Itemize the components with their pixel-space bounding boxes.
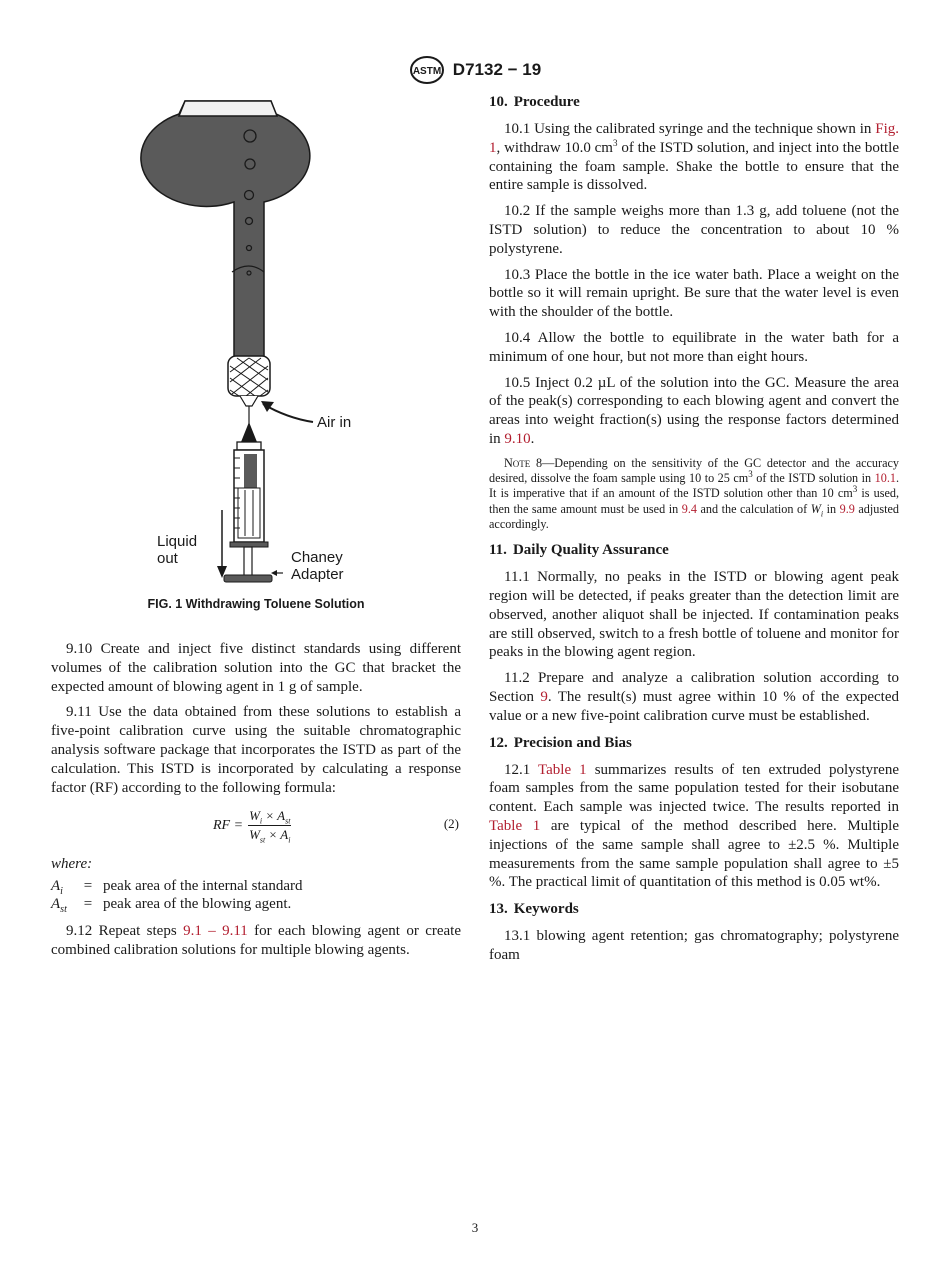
- right-column: [489, 92, 899, 972]
- paragraph-10-2: 10.2 If the sample weighs more than 1.3 g, add toluene (not the ISTD solution) to reduce the concentration to about 10 % polystyrene.: [489, 203, 899, 257]
- section-10-heading: 10. Procedure: [489, 94, 580, 110]
- left-column: [51, 92, 461, 967]
- figure-1: [51, 92, 461, 610]
- label-liquid-out-1: Liquid: [157, 533, 198, 550]
- definition-row: $A_{st}$ = peak area of the blowing agent.: [51, 896, 292, 916]
- definition-row: $A_i$ = peak area of the internal standard: [51, 878, 303, 898]
- paragraph-10-4: 10.4 Allow the bottle to equilibrate in the water bath for a minimum of one hour, but not more than eight hours.: [489, 329, 899, 365]
- paragraph-10-3: 10.3 Place the bottle in the ice water bath. Place a weight on the bottle so it will remain upright. Be sure that the water level is even with the shoulder of the bottle.: [489, 266, 899, 321]
- where-label: where:: [51, 856, 93, 873]
- equation-number: (2): [443, 816, 459, 832]
- paragraph-13-1: 13.1 blowing agent retention; gas chromatography; polystyrene foam: [489, 928, 899, 963]
- label-chaney-1: Chaney: [291, 549, 343, 566]
- link-9-4[interactable]: 9.4: [681, 501, 697, 516]
- paragraph-11-1: 11.1 Normally, no peaks in the ISTD or blowing agent peak region will be detected, if peaks greater than the detection limit are observed, another aliquot shall be injected. If contamination peaks are still observed, switch to a fresh bottle of toluene and monitor for peaks in the blowing agent region.: [489, 569, 899, 661]
- label-chaney-2: Adapter: [291, 566, 344, 583]
- label-liquid-out-2: out: [157, 550, 178, 567]
- document-id: D7132 − 19: [452, 60, 542, 79]
- section-12-heading: 12. Precision and Bias: [489, 734, 632, 751]
- paragraph-9-12: 9.12 Repeat steps 9.1 – 9.11 for each blowing agent or create combined calibration solutions for multiple blowing agents.: [51, 923, 461, 959]
- link-9-10[interactable]: 9.10: [504, 430, 531, 447]
- link-table-1[interactable]: Table 1: [489, 818, 541, 834]
- definition-symbol: $A_i$: [51, 878, 63, 898]
- equation-2: [51, 804, 461, 848]
- equation-numerator: $W_i \times A_{st}$: [249, 808, 291, 826]
- link-9-1-9-11[interactable]: 9.1 – 9.11: [183, 923, 248, 940]
- paragraph-9-10: 9.10 Create and inject five distinct standards using different volumes of the calibration solution into the GC that bracket the expected amount of blowing agent in 1 g of sample.: [51, 641, 461, 695]
- page-number: 3: [471, 1220, 479, 1235]
- note-8: Note 8—Depending on the sensitivity of the GC detector and the accuracy desired, dissolve the foam sample using 10 to 25 $cm^3$ of the ISTD solution in 10.1. It is imperative that if an amount of the ISTD solution other than 10 $cm^3$ is used, then the same amount must be used in 9.4 and the calculation of $W_i$ in 9.9 adjusted accordingly.: [489, 455, 900, 531]
- paragraph-11-2: 11.2 Prepare and analyze a calibration solution according to Section 9. The result(s) must agree within 10 % of the expected value or a new five-point calibration curve must be established.: [489, 670, 899, 724]
- link-table-1[interactable]: Table 1: [538, 761, 587, 778]
- definition-text: peak area of the internal standard: [103, 878, 303, 895]
- equation-denominator: $W_{st} \times A_i$: [249, 827, 291, 845]
- paragraph-12-1: 12.1 Table 1 summarizes results of ten extruded polystyrene foam samples from the same population tested for their isobutane content. Each sample was injected twice. The results reported in Table 1 are typical of the method described here. Multiple injections of the same sample shall agree to ±2.5 %. Multiple measurements from the same sample population shall agree to ±5 %. The practical limit of quantitation of this method is 0.05 wt%.: [489, 761, 900, 891]
- page-header: [0, 50, 950, 90]
- paragraph-9-11: 9.11 Use the data obtained from these solutions to establish a five-point calibration curve using the suitable chromatographic analysis software package that incorporates the ISTD as part of the calculation. This ISTD is incorporated by calculating a response factor (RF) according to the following formula:: [51, 704, 461, 796]
- paragraph-10-1: 10.1 Using the calibrated syringe and the technique shown in Fig. 1, withdraw 10.0 $cm^3$ of the ISTD solution, and inject into the bottle containing the foam sample. Shake the bottle to ensure that the entire sample is dissolved.: [489, 121, 899, 194]
- figure-caption: FIG. 1 Withdrawing Toluene Solution: [147, 597, 365, 611]
- logo-text: ASTM: [412, 66, 441, 77]
- equation-fraction: [248, 808, 291, 843]
- link-section-9[interactable]: 9: [540, 689, 548, 706]
- definition-symbol: $A_{st}$: [51, 896, 67, 916]
- astm-logo-icon: [409, 54, 445, 86]
- section-11-heading: 11. Daily Quality Assurance: [489, 542, 669, 559]
- section-13-heading: 13. Keywords: [489, 901, 579, 918]
- syringe-bottle-illustration: [51, 92, 461, 592]
- equation-lhs: RF =: [213, 817, 244, 833]
- link-9-9[interactable]: 9.9: [839, 501, 855, 516]
- paragraph-10-5: 10.5 Inject 0.2 µL of the solution into the GC. Measure the area of the peak(s) corresponding to each blowing agent and convert the areas into weight fraction(s) using the response factors determined in 9.10.: [489, 374, 899, 447]
- link-10-1[interactable]: 10.1: [874, 471, 896, 486]
- label-air-in: Air in: [317, 414, 352, 431]
- equation-body: [213, 808, 291, 843]
- link-fig-1[interactable]: Fig. 1: [489, 121, 899, 156]
- definition-text: peak area of the blowing agent.: [103, 896, 292, 913]
